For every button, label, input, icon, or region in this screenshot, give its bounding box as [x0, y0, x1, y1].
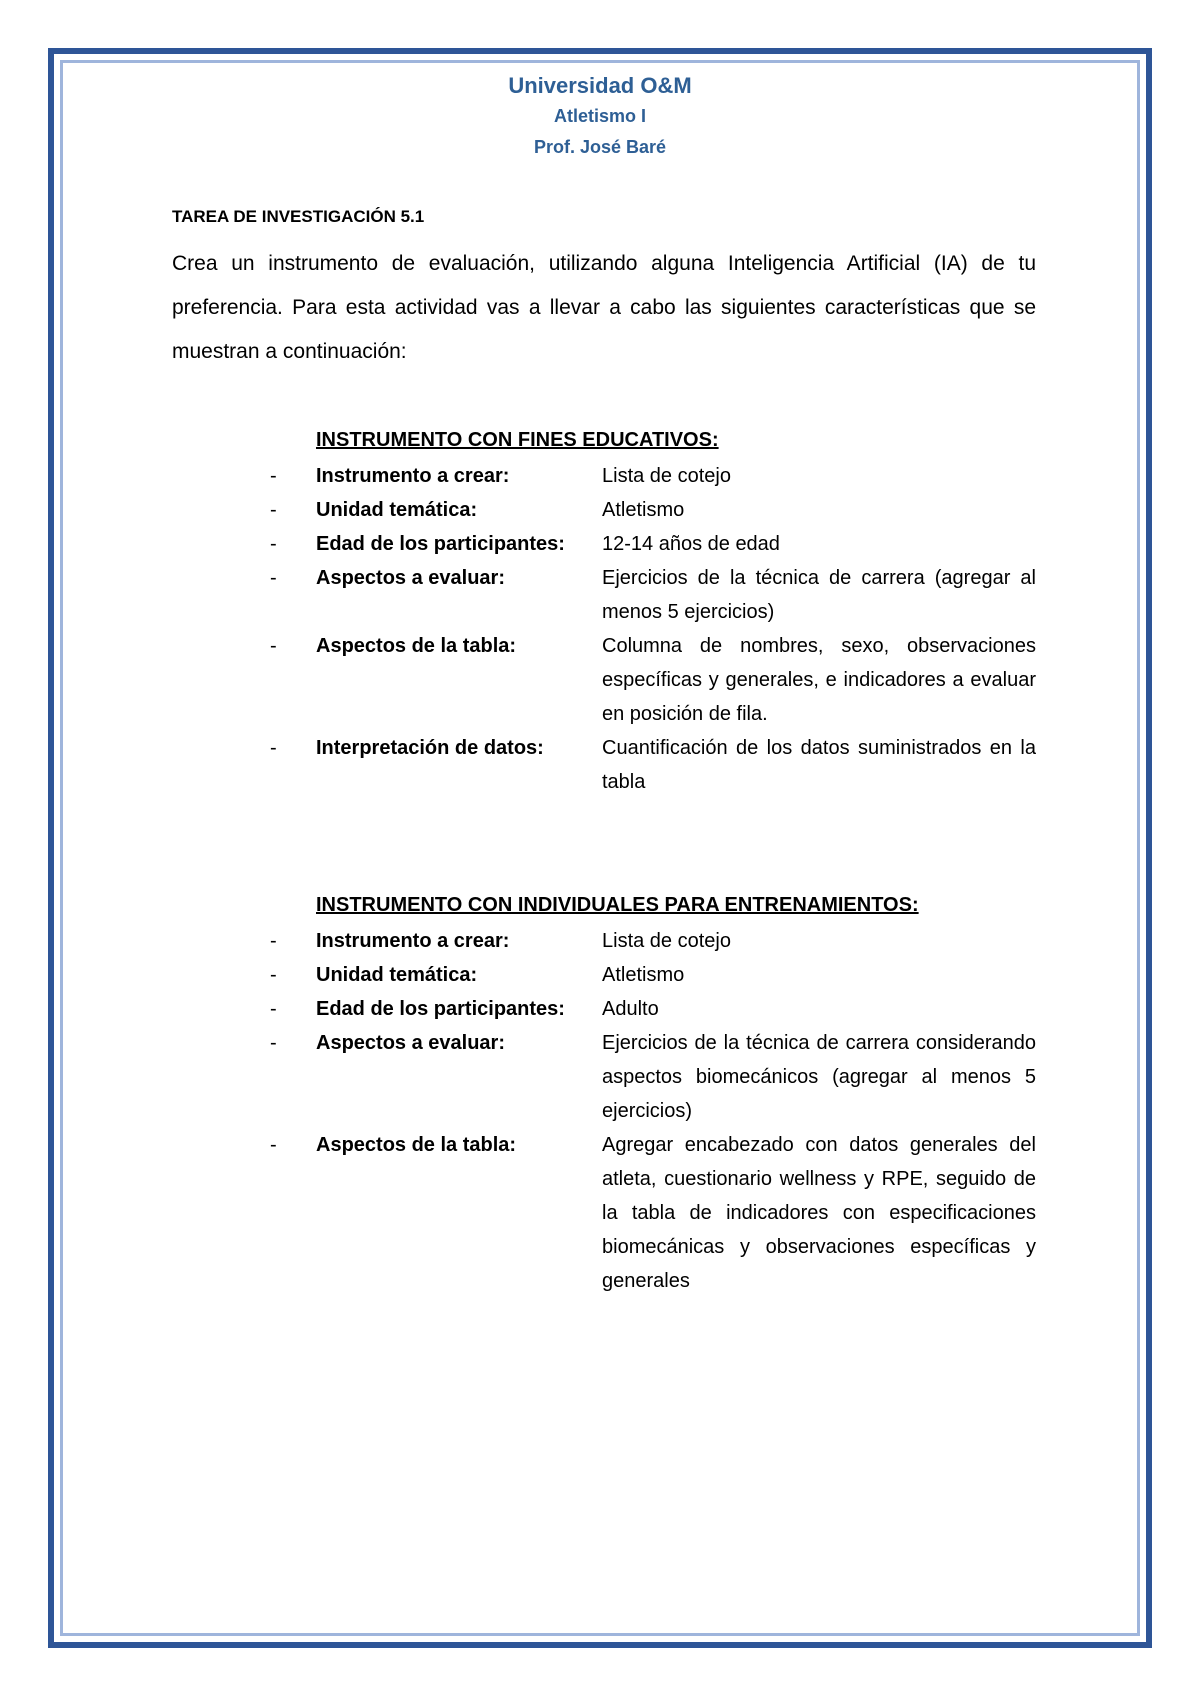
item-value: Lista de cotejo — [602, 465, 731, 487]
bullet-dash: - — [270, 499, 277, 521]
item-value: Adulto — [602, 998, 659, 1020]
list-item — [270, 731, 1036, 799]
item-label: Edad de los participantes: — [316, 533, 565, 555]
section-title: INSTRUMENTO CON INDIVIDUALES PARA ENTRENAMIENTOS: — [316, 894, 919, 916]
list-item — [270, 493, 1036, 527]
list-item — [270, 958, 1036, 992]
item-label: Aspectos de la tabla: — [316, 1134, 517, 1156]
bullet-dash: - — [270, 737, 277, 759]
bullet-dash: - — [270, 533, 277, 555]
bullet-dash: - — [270, 1032, 277, 1054]
item-label: Aspectos a evaluar: — [316, 1032, 505, 1054]
list-item — [270, 561, 1036, 629]
item-value: Ejercicios de la técnica de carrera considerando aspectos biomecánicos (agregar al menos 5 ejercicios) — [602, 1032, 1036, 1122]
item-label: Interpretación de datos: — [316, 737, 544, 759]
item-value: 12-14 años de edad — [602, 533, 780, 555]
item-label: Unidad temática: — [316, 499, 478, 521]
item-value: Ejercicios de la técnica de carrera (agregar al menos 5 ejercicios) — [602, 567, 1036, 623]
university-name: Universidad O&M — [508, 73, 692, 98]
bullet-dash: - — [270, 964, 277, 986]
list-item — [270, 1026, 1036, 1128]
section-title: INSTRUMENTO CON FINES EDUCATIVOS: — [316, 429, 719, 451]
item-value: Columna de nombres, sexo, observaciones específicas y generales, e indicadores a evaluar en posición de fila. — [602, 635, 1036, 725]
list-item — [270, 1128, 1036, 1298]
item-label: Aspectos de la tabla: — [316, 635, 517, 657]
item-value: Lista de cotejo — [602, 930, 731, 952]
item-label: Aspectos a evaluar: — [316, 567, 505, 589]
item-value: Atletismo — [602, 499, 685, 521]
list-item — [270, 459, 1036, 493]
bullet-dash: - — [270, 635, 277, 657]
professor-name: Prof. José Baré — [533, 137, 667, 157]
item-value: Atletismo — [602, 964, 685, 986]
task-title: TAREA DE INVESTIGACIÓN 5.1 — [172, 207, 425, 226]
bullet-dash: - — [270, 465, 277, 487]
course-name: Atletismo I — [553, 106, 646, 126]
item-label: Instrumento a crear: — [316, 465, 510, 487]
section-training — [270, 890, 1036, 1298]
section-educational — [270, 425, 1036, 799]
item-value: Agregar encabezado con datos generales del atleta, cuestionario wellness y RPE, seguido de la tabla de indicadores con especificaciones biomecánicas y observaciones específicas y generales — [602, 1134, 1036, 1292]
bullet-dash: - — [270, 930, 277, 952]
bullet-dash: - — [270, 567, 277, 589]
item-value: Cuantificación de los datos suministrados en la tabla — [602, 737, 1036, 793]
task-description: Crea un instrumento de evaluación, utilizando alguna Inteligencia Artificial (IA) de tu preferencia. Para esta actividad vas a llevar a cabo las siguientes características que se muestran a continuación: — [172, 252, 1036, 363]
item-label: Edad de los participantes: — [316, 998, 565, 1020]
list-item — [270, 924, 1036, 958]
item-label: Instrumento a crear: — [316, 930, 510, 952]
item-label: Unidad temática: — [316, 964, 478, 986]
bullet-dash: - — [270, 1134, 277, 1156]
bullet-dash: - — [270, 998, 277, 1020]
list-item — [270, 527, 1036, 561]
list-item — [270, 992, 1036, 1026]
list-item — [270, 629, 1036, 731]
